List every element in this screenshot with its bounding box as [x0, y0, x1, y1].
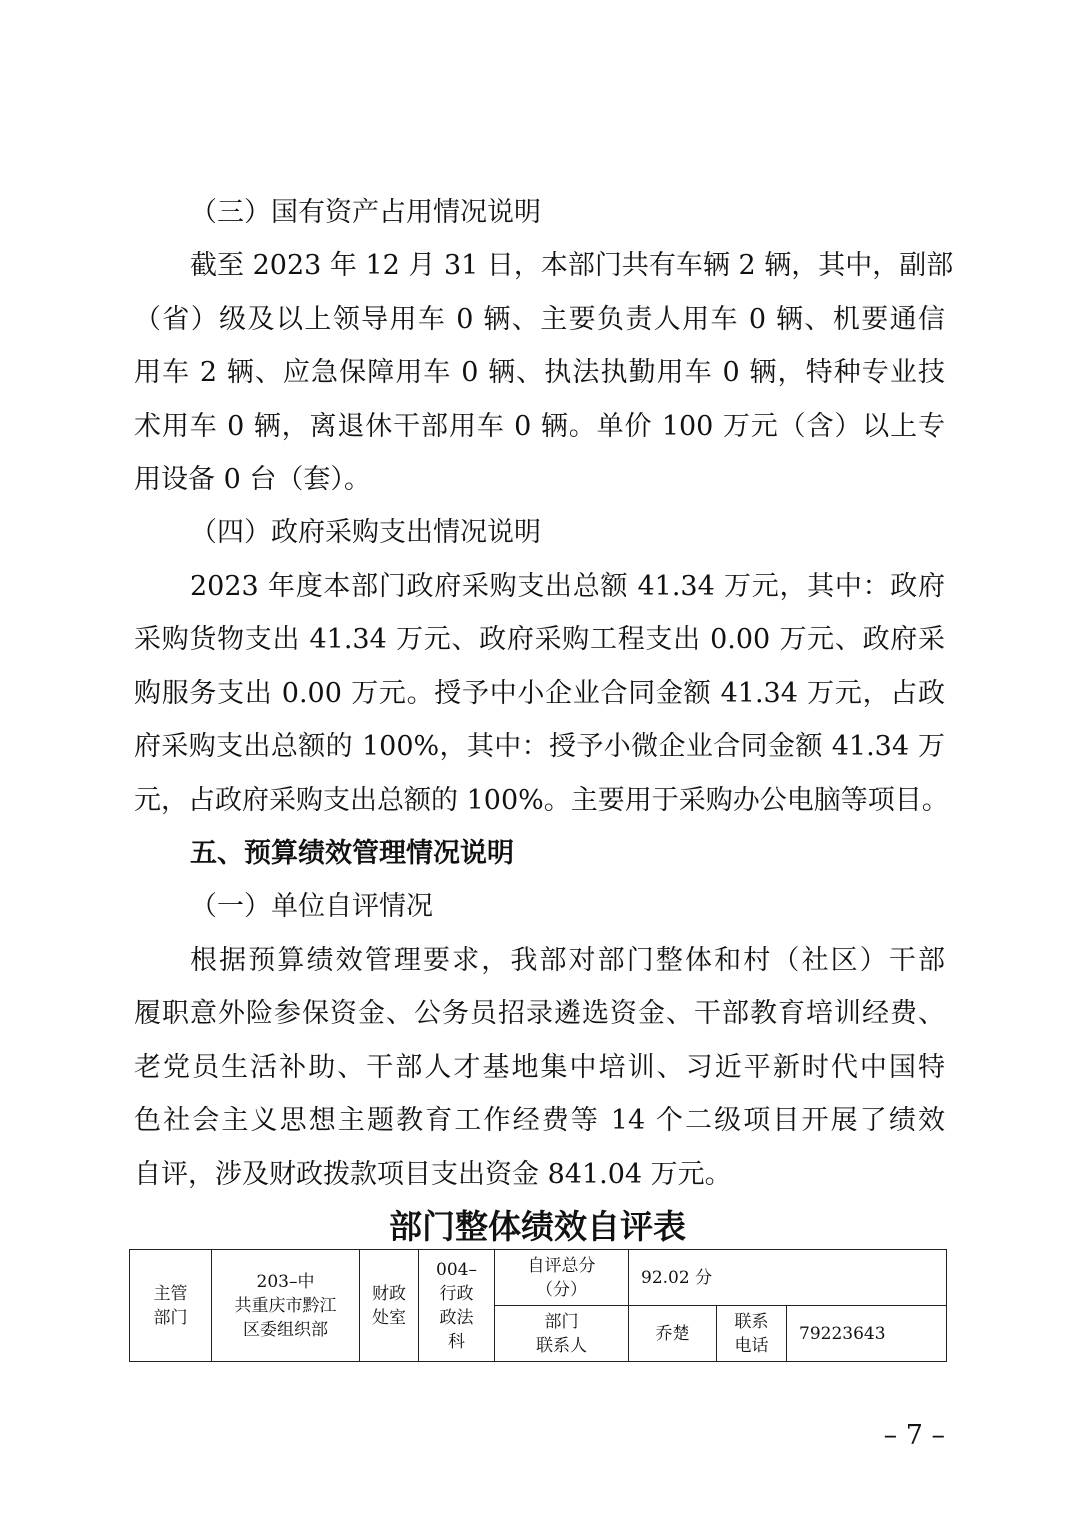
section-4-line-4: 府采购支出总额的 100%，其中：授予小微企业合同金额 41.34 万	[134, 731, 945, 762]
section-5-1-line-5: 自评，涉及财政拨款项目支出资金 841.04 万元。	[134, 1159, 732, 1190]
section-5-heading: 五、预算绩效管理情况说明	[190, 838, 514, 869]
section-5-1-heading: （一）单位自评情况	[190, 891, 433, 922]
section-5-1-line-2: 履职意外险参保资金、公务员招录遴选资金、干部教育培训经费、	[134, 998, 945, 1029]
page-number: – 7 –	[883, 1420, 945, 1451]
section-4-line-1: 2023 年度本部门政府采购支出总额 41.34 万元，其中：政府	[190, 571, 945, 602]
label-dept-cell: 主管 部门	[130, 1250, 212, 1362]
section-4-heading: （四）政府采购支出情况说明	[190, 517, 541, 548]
score-value-cell: 92.02 分	[629, 1250, 947, 1306]
label-contact-cell: 部门 联系人	[495, 1306, 629, 1362]
section-3-heading: （三）国有资产占用情况说明	[190, 197, 541, 228]
section-3-line-5: 用设备 0 台（套）。	[134, 464, 371, 495]
section-4-line-2: 采购货物支出 41.34 万元、政府采购工程支出 0.00 万元、政府采	[134, 624, 945, 655]
label-fin-cell: 财政 处室	[360, 1250, 419, 1362]
section-3-line-1: 截至 2023 年 12 月 31 日，本部门共有车辆 2 辆，其中，副部	[190, 250, 954, 281]
label-score-cell: 自评总分 （分）	[495, 1250, 629, 1306]
label-phone-cell: 联系 电话	[717, 1306, 787, 1362]
section-4-line-3: 购服务支出 0.00 万元。授予中小企业合同金额 41.34 万元，占政	[134, 678, 945, 709]
section-5-1-line-1: 根据预算绩效管理要求，我部对部门整体和村（社区）干部	[190, 945, 945, 976]
dept-value-cell: 203–中 共重庆市黔江 区委组织部	[212, 1250, 360, 1362]
fin-value-cell: 004– 行政 政法 科	[419, 1250, 495, 1362]
section-4-line-5: 元，占政府采购支出总额的 100%。主要用于采购办公电脑等项目。	[134, 785, 949, 816]
phone-value-cell: 79223643	[787, 1306, 947, 1362]
section-3-line-3: 用车 2 辆、应急保障用车 0 辆、执法执勤用车 0 辆，特种专业技	[134, 357, 945, 388]
section-3-line-2: （省）级及以上领导用车 0 辆、主要负责人用车 0 辆、机要通信	[134, 304, 945, 335]
table-title: 部门整体绩效自评表	[389, 1207, 686, 1246]
section-5-1-line-4: 色社会主义思想主题教育工作经费等 14 个二级项目开展了绩效	[134, 1105, 945, 1136]
section-5-1-line-3: 老党员生活补助、干部人才基地集中培训、习近平新时代中国特	[134, 1052, 945, 1083]
section-3-line-4: 术用车 0 辆，离退休干部用车 0 辆。单价 100 万元（含）以上专	[134, 411, 945, 442]
self-evaluation-table	[129, 1249, 947, 1362]
contact-value-cell: 乔楚	[629, 1306, 717, 1362]
